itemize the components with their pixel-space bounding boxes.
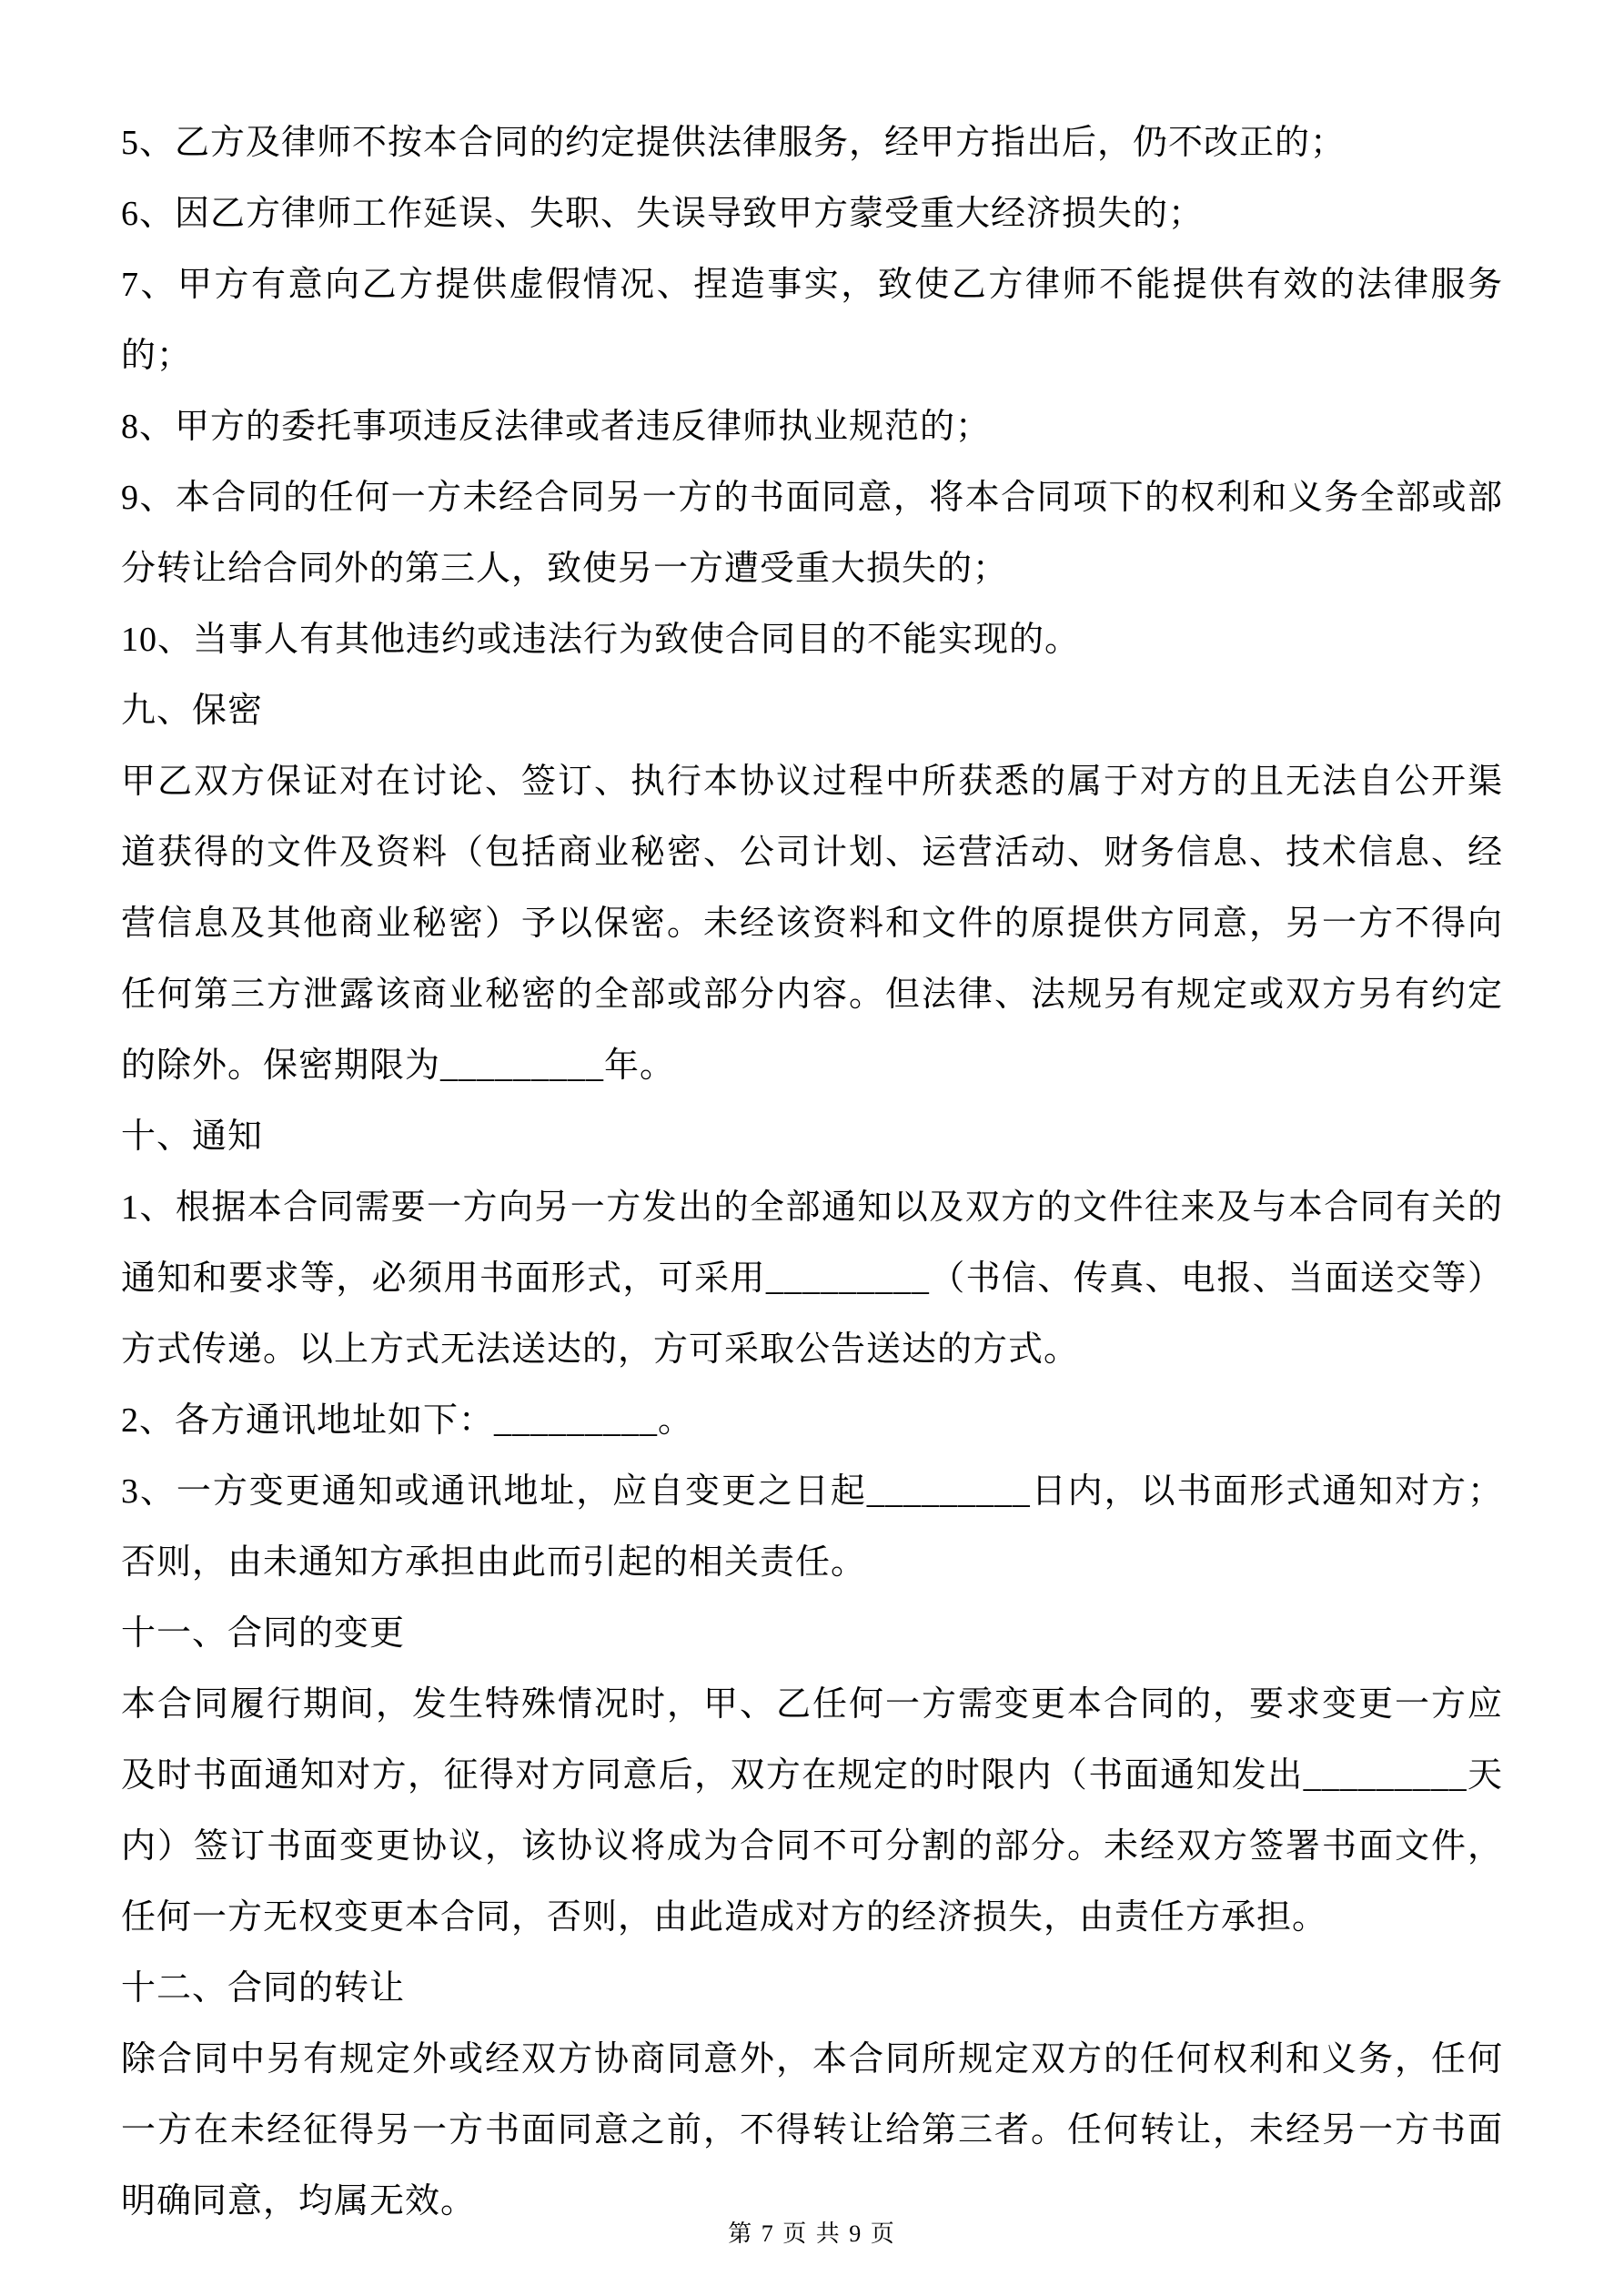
confidentiality-body-paragraph: 甲乙双方保证对在讨论、签订、执行本协议过程中所获悉的属于对方的且无法自公开渠道获得的文件及资料（包括商业秘密、公司计划、运营活动、财务信息、技术信息、经营信息及其他商业秘密）予以保密。未经该资料和文件的原提供方同意，另一方不得向任何第三方泄露该商业秘密的全部或部分内容。但法律、法规另有规定或双方另有约定的除外。保密期限为_________年。 [121, 763, 1503, 1085]
amendment-body-paragraph: 本合同履行期间，发生特殊情况时，甲、乙任何一方需变更本合同的，要求变更一方应及时书面通知对方，征得对方同意后，双方在规定的时限内（书面通知发出_________天内）签订书面变更协议，该协议将成为合同不可分割的部分。未经双方签署书面文件，任何一方无权变更本合同，否则，由此造成对方的经济损失，由责任方承担。 [121, 1685, 1503, 1937]
clause-paragraph-10: 10、当事人有其他违约或违法行为致使合同目的不能实现的。 [121, 621, 1081, 659]
page-number-footer: 第 7 页 共 9 页 [728, 2220, 896, 2247]
clause-paragraph-6: 6、因乙方律师工作延误、失职、失误导致甲方蒙受重大经济损失的； [121, 195, 1205, 233]
clause-paragraph-7: 7、甲方有意向乙方提供虚假情况、捏造事实，致使乙方律师不能提供有效的法律服务的； [121, 266, 1503, 375]
assignment-body-paragraph: 除合同中另有规定外或经双方协商同意外，本合同所规定双方的任何权利和义务，任何一方在未经征得另一方书面同意之前，不得转让给第三者。任何转让，未经另一方书面明确同意，均属无效。 [121, 2040, 1503, 2220]
section-heading-amendment: 十一、合同的变更 [121, 1614, 406, 1653]
section-heading-confidentiality: 九、保密 [121, 692, 264, 730]
notice-clause-1: 1、根据本合同需要一方向另一方发出的全部通知以及双方的文件往来及与本合同有关的通知和要求等，必须用书面形式，可采用_________（书信、传真、电报、当面送交等）方式传递。以上方式无法送达的，方可采取公告送达的方式。 [121, 1188, 1503, 1369]
clause-paragraph-5: 5、乙方及律师不按本合同的约定提供法律服务，经甲方指出后，仍不改正的； [121, 124, 1347, 162]
notice-clause-2: 2、各方通讯地址如下：_________。 [121, 1401, 694, 1440]
notice-clause-3: 3、一方变更通知或通讯地址，应自变更之日起_________日内，以书面形式通知对方；否则，由未通知方承担由此而引起的相关责任。 [121, 1472, 1503, 1582]
clause-paragraph-8: 8、甲方的委托事项违反法律或者违反律师执业规范的； [121, 408, 992, 446]
clause-paragraph-9: 9、本合同的任何一方未经合同另一方的书面同意，将本合同项下的权利和义务全部或部分转让给合同外的第三人，致使另一方遭受重大损失的； [121, 479, 1503, 588]
document-content [121, 107, 1503, 2237]
section-heading-assignment: 十二、合同的转让 [121, 1969, 406, 2008]
section-heading-notice: 十、通知 [121, 1118, 264, 1156]
